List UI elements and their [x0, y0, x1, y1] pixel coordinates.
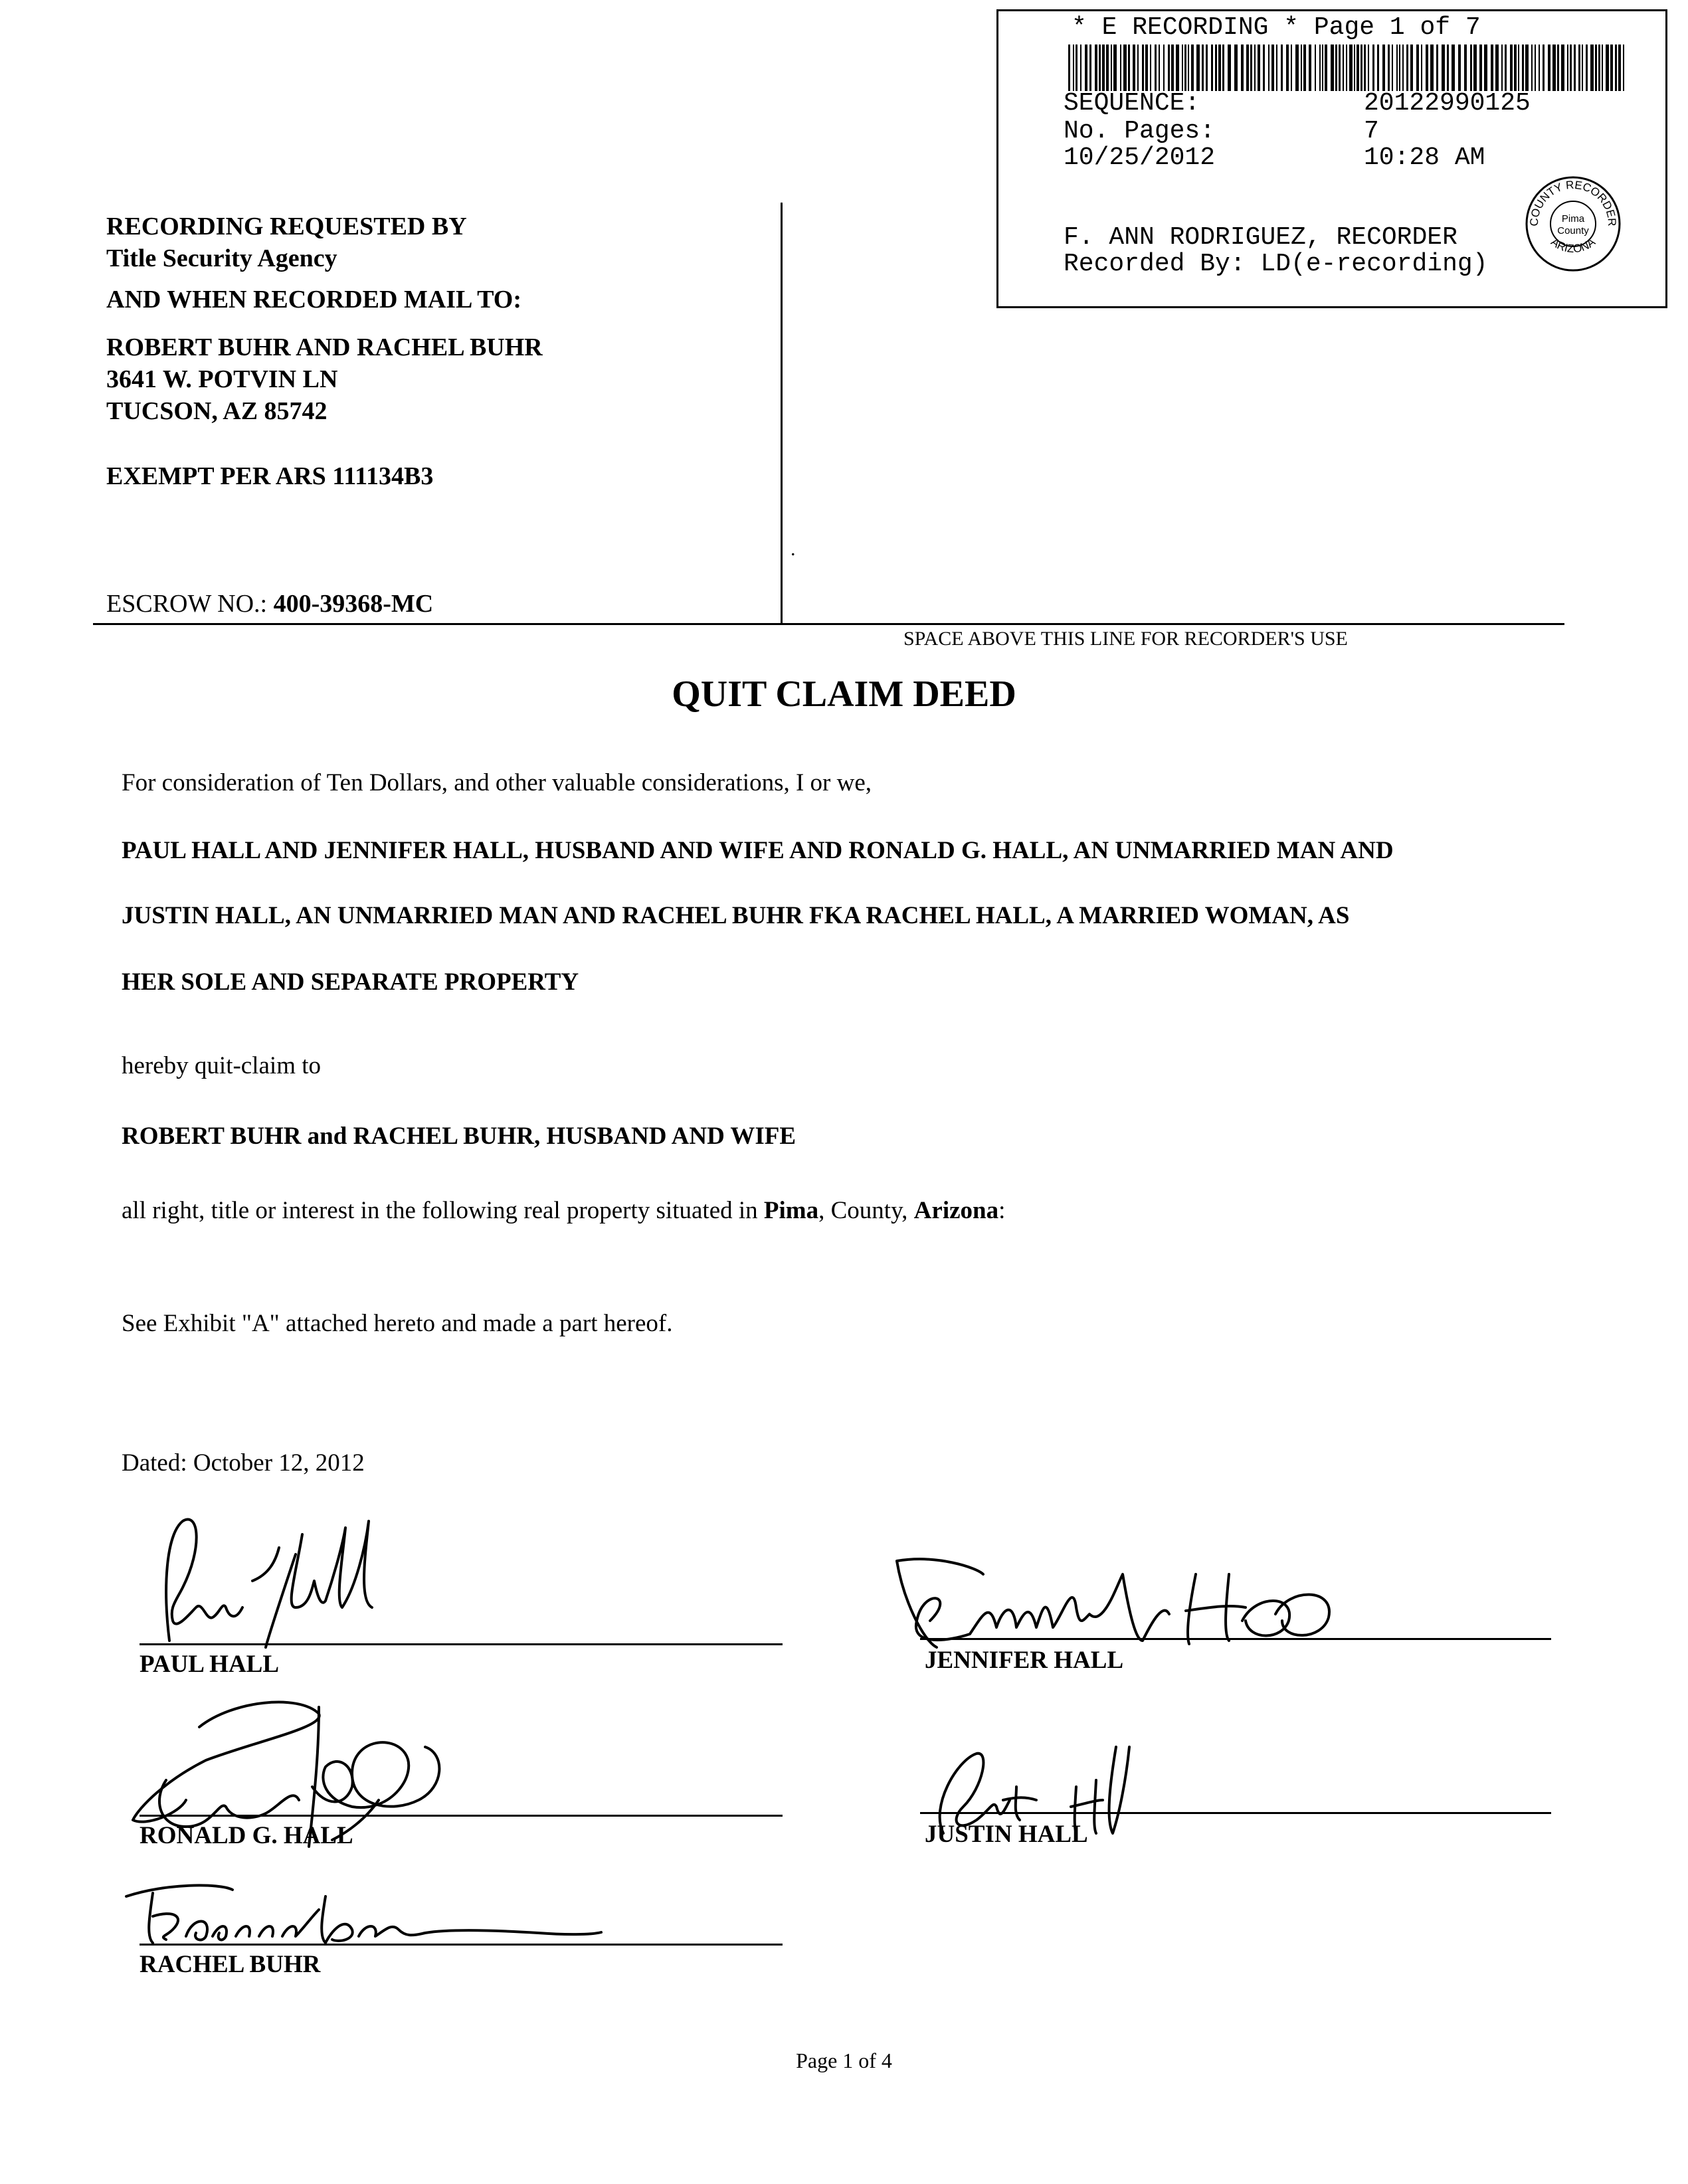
barcode-bar — [1322, 45, 1323, 91]
barcode-bar — [1246, 45, 1249, 91]
barcode-bar — [1263, 45, 1265, 91]
barcode-bar — [1623, 45, 1624, 91]
barcode-bar — [1514, 45, 1517, 91]
mail-to-address-1: 3641 W. POTVIN LN — [106, 365, 338, 393]
exhibit-reference: See Exhibit "A" attached hereto and made a part hereof. — [122, 1310, 673, 1337]
barcode-bar — [1196, 45, 1200, 91]
property-county: Pima — [763, 1197, 819, 1224]
barcode-bar — [1557, 45, 1559, 91]
barcode-bar — [1595, 45, 1597, 91]
barcode-bar — [1222, 45, 1224, 91]
barcode-bar — [1388, 45, 1390, 91]
jennifer-hall-name: JENNIFER HALL — [925, 1647, 1124, 1674]
barcode-bar — [1531, 45, 1533, 91]
barcode-bar — [1182, 45, 1183, 91]
barcode-bar — [1343, 45, 1344, 91]
barcode-bar — [1495, 45, 1499, 91]
paul-hall-signature — [143, 1508, 422, 1654]
barcode-bar — [1406, 45, 1408, 91]
stamp-time: 10:28 AM — [1364, 143, 1485, 172]
barcode-bar — [1582, 45, 1583, 91]
barcode-bar — [1574, 45, 1576, 91]
barcode-bar — [1228, 45, 1231, 91]
requested-by-label: RECORDING REQUESTED BY — [106, 213, 467, 240]
barcode-bar — [1250, 45, 1252, 91]
barcode-bar — [1176, 45, 1179, 91]
escrow-number: 400-39368-MC — [273, 590, 434, 618]
barcode-bar — [1325, 45, 1327, 91]
requested-by-agency: Title Security Agency — [106, 244, 337, 272]
barcode-bar — [1615, 45, 1617, 91]
barcode-bar — [1191, 45, 1194, 91]
barcode-bar — [1618, 45, 1621, 91]
barcode-bar — [1399, 45, 1400, 91]
barcode-bar — [1548, 45, 1550, 91]
seal-center-1: Pima — [1561, 213, 1585, 225]
barcode-bar — [1163, 45, 1165, 91]
barcode-bar — [1518, 45, 1519, 91]
barcode-bar — [1080, 45, 1081, 91]
barcode-bar — [1113, 45, 1117, 91]
barcode-bar — [1206, 45, 1208, 91]
barcode-bar — [1396, 45, 1398, 91]
stray-dot: . — [791, 538, 796, 560]
consideration-text: For consideration of Ten Dollars, and other valuable considerations, I or we, — [122, 769, 872, 796]
barcode-bar — [1567, 45, 1568, 91]
property-state: Arizona — [913, 1197, 999, 1224]
stamp-sequence-value: 20122990125 — [1364, 89, 1531, 118]
rachel-buhr-name: RACHEL BUHR — [140, 1951, 321, 1978]
barcode-bar — [1522, 45, 1524, 91]
stamp-header: * E RECORDING * Page 1 of 7 — [1072, 13, 1481, 42]
stamp-sequence-label: SEQUENCE: — [1064, 89, 1200, 118]
barcode-bar — [1315, 45, 1316, 91]
barcode-bar — [1291, 45, 1292, 91]
recorder-use-line — [93, 623, 1564, 625]
barcode-bar — [1392, 45, 1393, 91]
barcode-bar — [1268, 45, 1269, 91]
barcode-bar — [1133, 45, 1135, 91]
barcode-bar — [1505, 45, 1507, 91]
barcode-bar — [1501, 45, 1503, 91]
rachel-buhr-sign-line — [140, 1944, 783, 1946]
barcode-bar — [1436, 45, 1438, 91]
property-mid: , County, — [818, 1197, 914, 1224]
property-prefix: all right, title or interest in the following real property situated in — [122, 1197, 764, 1224]
barcode-bar — [1430, 45, 1434, 91]
justin-hall-name: JUSTIN HALL — [925, 1821, 1088, 1848]
barcode-bar — [1301, 45, 1302, 91]
barcode-bar — [1346, 45, 1347, 91]
barcode-bar — [1602, 45, 1603, 91]
barcode-bar — [1402, 45, 1404, 91]
barcode-bar — [1089, 45, 1091, 91]
grantors-line-1: PAUL HALL AND JENNIFER HALL, HUSBAND AND WIFE AND RONALD G. HALL, AN UNMARRIED MAN AND — [122, 837, 1394, 864]
space-above-note: SPACE ABOVE THIS LINE FOR RECORDER'S USE — [903, 628, 1348, 650]
barcode-bar — [1137, 45, 1139, 91]
barcode-bar — [1606, 45, 1609, 91]
justin-hall-sign-line — [920, 1812, 1551, 1814]
barcode-bar — [1120, 45, 1121, 91]
barcode-bar — [1281, 45, 1283, 91]
grantees: ROBERT BUHR and RACHEL BUHR, HUSBAND AND WIFE — [122, 1123, 797, 1150]
barcode-bar — [1535, 45, 1536, 91]
barcode-bar — [1215, 45, 1217, 91]
barcode-bar — [1184, 45, 1186, 91]
barcode-bar — [1168, 45, 1170, 91]
barcode-bar — [1076, 45, 1078, 91]
grantors-line-2: JUSTIN HALL, AN UNMARRIED MAN AND RACHEL BUHR FKA RACHEL HALL, A MARRIED WOMAN, AS — [122, 902, 1350, 929]
ronald-hall-name: RONALD G. HALL — [140, 1822, 353, 1849]
barcode-bar — [1552, 45, 1556, 91]
barcode-bar — [1271, 45, 1274, 91]
barcode-bar — [1464, 45, 1467, 91]
barcode-bar — [1416, 45, 1419, 91]
barcode-bar — [1295, 45, 1299, 91]
barcode-bar — [1377, 45, 1379, 91]
escrow-label: ESCROW NO.: — [106, 590, 268, 618]
svg-text:ARIZONA — [1548, 235, 1598, 255]
mail-to-address-2: TUCSON, AZ 85742 — [106, 397, 328, 425]
barcode-bar — [1368, 45, 1369, 91]
barcode-bar — [1111, 45, 1112, 91]
barcode-bar — [1335, 45, 1337, 91]
barcode-bar — [1452, 45, 1455, 91]
barcode-bar — [1410, 45, 1413, 91]
barcode-bar — [1123, 45, 1127, 91]
seal-center-2: County — [1557, 225, 1589, 236]
barcode-bar — [1372, 45, 1374, 91]
barcode-bar — [1561, 45, 1564, 91]
escrow-number-row — [106, 589, 433, 619]
mail-to-label: AND WHEN RECORDED MAIL TO: — [106, 286, 521, 314]
barcode-bar — [1470, 45, 1472, 91]
barcode-bar — [1202, 45, 1204, 91]
grantors-line-3: HER SOLE AND SEPARATE PROPERTY — [122, 968, 579, 996]
barcode-bar — [1188, 45, 1189, 91]
barcode-bar — [1309, 45, 1311, 91]
barcode-bar — [1085, 45, 1087, 91]
mail-to-name: ROBERT BUHR AND RACHEL BUHR — [106, 333, 543, 361]
barcode-bar — [1102, 45, 1105, 91]
barcode-bar — [1073, 45, 1074, 91]
barcode-bar — [1106, 45, 1109, 91]
header-vertical-divider — [781, 203, 783, 624]
exempt-statement: EXEMPT PER ARS 111134B3 — [106, 462, 434, 490]
barcode-bar — [1145, 45, 1148, 91]
barcode-bar — [1099, 45, 1101, 91]
stamp-recorder: F. ANN RODRIGUEZ, RECORDER — [1064, 223, 1457, 252]
barcode-bar — [1068, 45, 1070, 91]
ronald-hall-sign-line — [140, 1815, 783, 1817]
barcode — [1068, 45, 1626, 91]
barcode-bar — [1276, 45, 1277, 91]
seal-top-text: COUNTY RECORDER — [1527, 178, 1619, 227]
barcode-bar — [1218, 45, 1221, 91]
barcode-bar — [1578, 45, 1580, 91]
document-title: QUIT CLAIM DEED — [672, 674, 1016, 715]
barcode-bar — [1421, 45, 1422, 91]
barcode-bar — [1510, 45, 1513, 91]
barcode-bar — [1491, 45, 1493, 91]
paul-hall-name: PAUL HALL — [140, 1651, 280, 1678]
property-statement — [122, 1196, 1005, 1226]
barcode-bar — [1525, 45, 1529, 91]
paul-hall-sign-line — [140, 1643, 783, 1645]
stamp-pages-label: No. Pages: — [1064, 117, 1216, 145]
recorder-stamp — [996, 9, 1667, 308]
barcode-bar — [1364, 45, 1366, 91]
barcode-bar — [1484, 45, 1487, 91]
barcode-bar — [1426, 45, 1428, 91]
barcode-bar — [1382, 45, 1385, 91]
barcode-bar — [1539, 45, 1540, 91]
barcode-bar — [1254, 45, 1256, 91]
stamp-recorded-by: Recorded By: LD(e-recording) — [1064, 250, 1488, 278]
barcode-bar — [1349, 45, 1353, 91]
property-suffix: : — [998, 1197, 1006, 1224]
barcode-bar — [1543, 45, 1545, 91]
barcode-bar — [1095, 45, 1097, 91]
barcode-bar — [1447, 45, 1449, 91]
stamp-date: 10/25/2012 — [1064, 143, 1216, 172]
barcode-bar — [1354, 45, 1355, 91]
dated-line: Dated: October 12, 2012 — [122, 1449, 365, 1477]
barcode-bar — [1142, 45, 1144, 91]
barcode-bar — [1241, 45, 1244, 91]
barcode-bar — [1331, 45, 1334, 91]
barcode-bar — [1234, 45, 1238, 91]
county-seal — [1523, 174, 1623, 274]
barcode-bar — [1155, 45, 1157, 91]
barcode-bar — [1159, 45, 1160, 91]
page-number: Page 1 of 4 — [796, 2048, 892, 2072]
barcode-bar — [1610, 45, 1613, 91]
barcode-bar — [1258, 45, 1260, 91]
barcode-bar — [1303, 45, 1306, 91]
barcode-bar — [1319, 45, 1321, 91]
barcode-bar — [1128, 45, 1130, 91]
barcode-bar — [1211, 45, 1213, 91]
rachel-buhr-signature — [113, 1876, 605, 1950]
barcode-bar — [1360, 45, 1362, 91]
barcode-bar — [1590, 45, 1594, 91]
barcode-bar — [1473, 45, 1477, 91]
barcode-bar — [1570, 45, 1572, 91]
barcode-bar — [1150, 45, 1151, 91]
barcode-bar — [1357, 45, 1359, 91]
jennifer-hall-sign-line — [920, 1638, 1551, 1640]
stamp-pages-value: 7 — [1364, 117, 1379, 145]
barcode-bar — [1442, 45, 1445, 91]
barcode-bar — [1586, 45, 1588, 91]
barcode-bar — [1339, 45, 1341, 91]
barcode-bar — [1598, 45, 1600, 91]
barcode-bar — [1458, 45, 1461, 91]
seal-bottom-text: ARIZONA — [1548, 235, 1598, 256]
barcode-bar — [1479, 45, 1482, 91]
barcode-bar — [1171, 45, 1174, 91]
quit-claim-to: hereby quit-claim to — [122, 1052, 322, 1079]
barcode-bar — [1286, 45, 1289, 91]
